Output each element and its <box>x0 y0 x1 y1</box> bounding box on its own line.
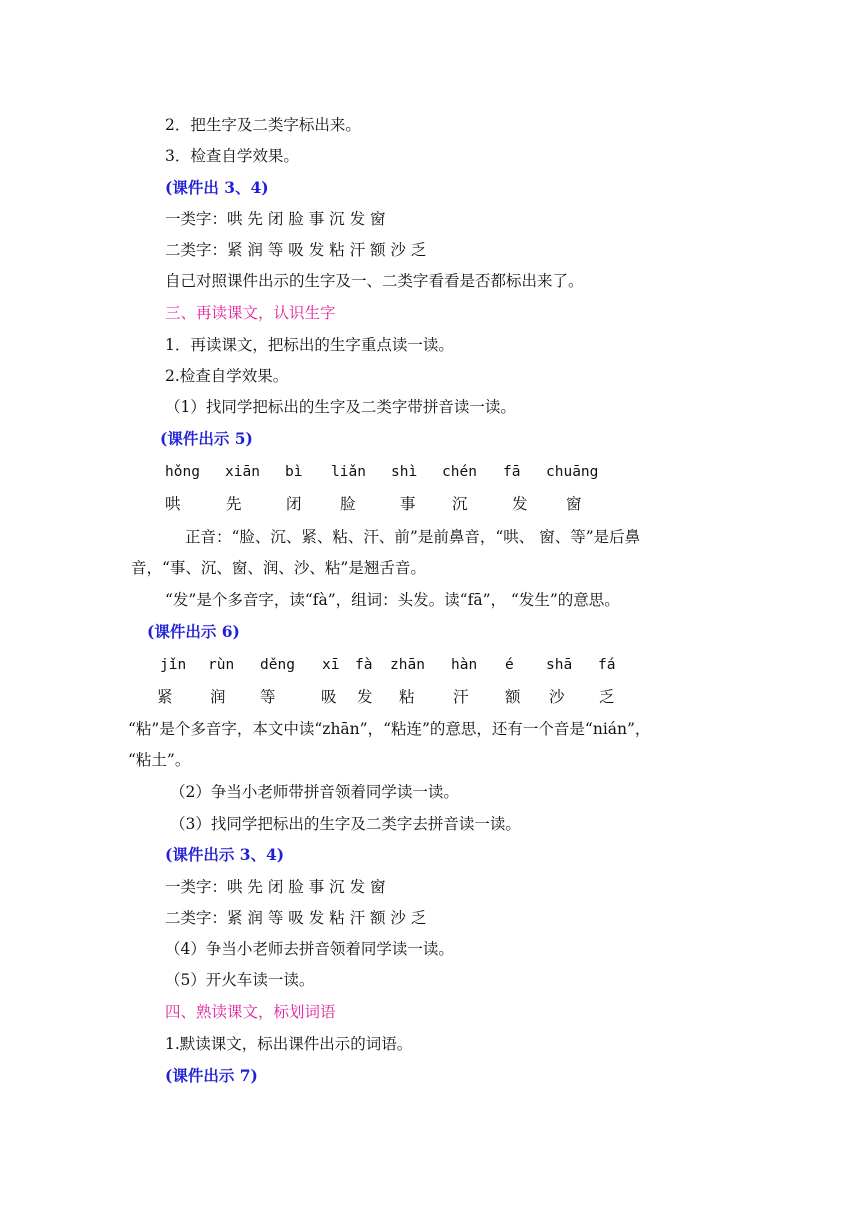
pinyin: xī <box>322 657 340 673</box>
pinyin: fà <box>355 657 373 673</box>
polyphone-zhan-note-b: “粘土”。 <box>128 751 191 769</box>
pinyin-row-1 <box>0 462 860 482</box>
first-class-chars-repeat: 一类字：哄 先 闭 脸 事 沉 发 窗 <box>165 878 386 896</box>
character: 润 <box>210 688 226 706</box>
slide-note-3-4: (课件出 3、4) <box>165 178 269 197</box>
sub-step-3: （3）找同学把标出的生字及二类字去拼音读一读。 <box>170 815 521 833</box>
character: 紧 <box>157 688 173 706</box>
pinyin: hàn <box>451 657 478 673</box>
first-class-chars: 一类字：哄 先 闭 脸 事 沉 发 窗 <box>165 210 386 228</box>
pinyin: bì <box>285 464 303 480</box>
second-class-chars-repeat: 二类字：紧 润 等 吸 发 粘 汗 额 沙 乏 <box>165 909 427 927</box>
chars-row-2 <box>0 687 860 707</box>
pinyin: jǐn <box>160 657 187 673</box>
step-2: 2．把生字及二类字标出来。 <box>165 116 361 134</box>
pinyin-row-2 <box>0 655 860 675</box>
character: 窗 <box>566 495 582 513</box>
character: 沙 <box>549 688 565 706</box>
pinyin: é <box>505 657 514 673</box>
sub-step-4: （4）争当小老师去拼音领着同学读一读。 <box>165 940 454 958</box>
pinyin: děng <box>260 657 295 673</box>
pinyin: hǒng <box>165 464 200 480</box>
reread-step-1: 1．再读课文，把标出的生字重点读一读。 <box>165 336 454 354</box>
pronunciation-note-a: 正音：“脸、沉、紧、粘、汗、前”是前鼻音，“哄、 窗、等”是后鼻 <box>185 528 641 546</box>
character: 脸 <box>340 495 356 513</box>
character: 哄 <box>165 495 181 513</box>
polyphone-fa-note: “发”是个多音字，读“fà”，组词：头发。读“fā”， “发生”的意思。 <box>165 591 620 609</box>
character: 闭 <box>286 495 302 513</box>
slide-note-6: (课件出示 6) <box>147 622 240 641</box>
pinyin: chén <box>442 464 477 480</box>
sub-step-5: （5）开火车读一读。 <box>165 971 315 989</box>
section-heading-4: 四、熟读课文，标划词语 <box>165 1003 336 1021</box>
character: 等 <box>260 688 276 706</box>
character: 额 <box>505 688 521 706</box>
character: 吸 <box>321 688 337 706</box>
second-class-chars: 二类字：紧 润 等 吸 发 粘 汗 额 沙 乏 <box>165 241 427 259</box>
step-3: 3．检查自学效果。 <box>165 147 299 165</box>
pronunciation-note-b: 音，“事、沉、窗、润、沙、粘”是翘舌音。 <box>131 559 426 577</box>
pinyin: shā <box>546 657 573 673</box>
character: 沉 <box>452 495 468 513</box>
pinyin: zhān <box>390 657 425 673</box>
character: 汗 <box>453 688 469 706</box>
reread-step-2: 2.检查自学效果。 <box>165 367 289 385</box>
pinyin: fá <box>598 657 616 673</box>
pinyin: xiān <box>225 464 260 480</box>
slide-note-5: (课件出示 5) <box>160 429 253 448</box>
character: 事 <box>400 495 416 513</box>
character: 乏 <box>599 688 615 706</box>
slide-note-3-4-repeat: (课件出示 3、4) <box>165 845 285 864</box>
chars-row-1 <box>0 494 860 514</box>
pinyin: rùn <box>208 657 235 673</box>
pinyin: liǎn <box>331 464 366 480</box>
polyphone-zhan-note-a: “粘”是个多音字，本文中读“zhān”，“粘连”的意思，还有一个音是“nián”， <box>128 720 651 738</box>
pinyin: chuāng <box>546 464 599 480</box>
character: 粘 <box>399 688 415 706</box>
pinyin: shì <box>391 464 418 480</box>
character: 先 <box>226 495 242 513</box>
slide-note-7: (课件出示 7) <box>165 1066 258 1085</box>
section-heading-3: 三、再读课文，认识生字 <box>165 304 336 322</box>
character: 发 <box>512 495 528 513</box>
sub-step-1: （1）找同学把标出的生字及二类字带拼音读一读。 <box>165 398 516 416</box>
character: 发 <box>357 688 373 706</box>
pinyin: fā <box>503 464 521 480</box>
silent-read-step-1: 1.默读课文，标出课件出示的词语。 <box>165 1035 413 1053</box>
self-check-text: 自己对照课件出示的生字及一、二类字看看是否都标出来了。 <box>165 272 584 290</box>
sub-step-2: （2）争当小老师带拼音领着同学读一读。 <box>170 783 459 801</box>
